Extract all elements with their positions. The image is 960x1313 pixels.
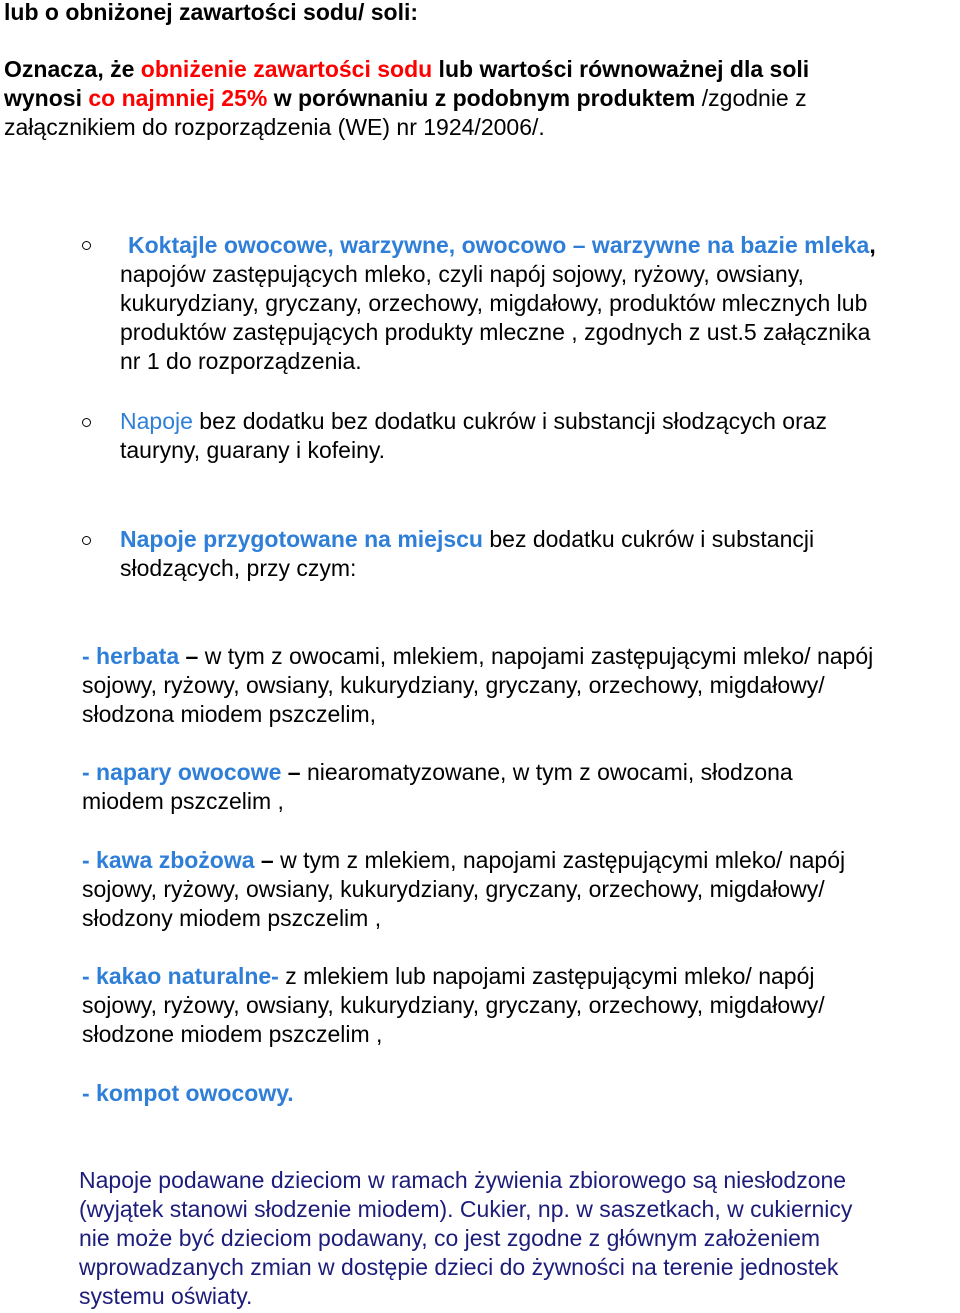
footer-paragraph: [79, 1166, 959, 1311]
dash-item-text: z mlekiem lub napojami zastępującymi mleko/ napój: [278, 963, 815, 989]
dash-item-herbata: [82, 642, 960, 729]
definition-text: wynosi: [4, 85, 89, 111]
footer-text: (wyjątek stanowi słodzenie miodem). Cukier, np. w saszetkach, w cukiernicy: [79, 1196, 853, 1222]
dash-item-text: miodem pszczelim ,: [82, 788, 284, 814]
footer-text: Napoje podawane dzieciom w ramach żywienia zbiorowego są niesłodzone: [79, 1167, 847, 1193]
definition-highlight: co najmniej 25%: [88, 85, 268, 111]
dash-item-title: - kompot owocowy.: [82, 1080, 294, 1106]
dash-item-text: słodzone miodem pszczelim ,: [82, 1021, 383, 1047]
bullet-title: Napoje przygotowane na miejscu: [120, 526, 483, 552]
bullet-title: Koktajle owocowe, warzywne, owocowo – warzywne na bazie mleka: [128, 232, 870, 258]
dash-item-title: - napary owocowe: [82, 759, 282, 785]
dash-item-kakao: [82, 962, 960, 1049]
bullet-item-napoje-na-miejscu: [120, 525, 958, 583]
bullet-text: tauryny, guarany i kofeiny.: [120, 437, 386, 463]
dash-item-text: w tym z owocami, mlekiem, napojami zastępującymi mleko/ napój: [198, 643, 874, 669]
bullet-icon: [82, 418, 91, 427]
dash-item-kompot: [82, 1079, 960, 1108]
dash-item-text: słodzona miodem pszczelim,: [82, 701, 377, 727]
bullet-icon: [82, 536, 91, 545]
footer-text: systemu oświaty.: [79, 1283, 253, 1309]
dash-item-napary: [82, 758, 960, 816]
dash-item-separator: –: [281, 759, 301, 785]
dash-item-separator: –: [179, 643, 199, 669]
bullet-icon: [82, 241, 91, 250]
definition-highlight: obniżenie zawartości sodu: [140, 56, 433, 82]
definition-paragraph: [4, 55, 954, 142]
definition-text: w porównaniu z podobnym produktem: [267, 85, 696, 111]
bullet-text: bez dodatku bez dodatku cukrów i substancji słodzących oraz: [192, 408, 828, 434]
dash-item-separator: –: [254, 847, 274, 873]
heading-text: lub o obniżonej zawartości sodu/ soli:: [4, 0, 419, 25]
bullet-text: produktów zastępujących produkty mleczne , zgodnych z ust.5 załącznika: [120, 319, 871, 345]
dash-item-text: sojowy, ryżowy, owsiany, kukurydziany, gryczany, orzechowy, migdałowy/: [82, 876, 825, 902]
bullet-text: napojów zastępujących mleko, czyli napój sojowy, ryżowy, owsiany,: [120, 261, 804, 287]
dash-item-title: - kawa zbożowa: [82, 847, 255, 873]
bullet-text: bez dodatku cukrów i substancji: [482, 526, 815, 552]
bullet-comma: ,: [869, 232, 876, 258]
bullet-item-koktajle: [120, 231, 958, 376]
bullet-title: Napoje: [120, 408, 193, 434]
bullet-text: nr 1 do rozporządzenia.: [120, 348, 362, 374]
dash-item-title: - herbata: [82, 643, 180, 669]
dash-item-text: niearomatyzowane, w tym z owocami, słodzona: [300, 759, 793, 785]
definition-text: lub wartości równoważnej dla soli: [432, 56, 810, 82]
bullet-item-napoje: [120, 407, 958, 465]
definition-text: /zgodnie z: [695, 85, 807, 111]
definition-text: załącznikiem do rozporządzenia (WE) nr 1924/2006/.: [4, 114, 545, 140]
dash-item-kawa: [82, 846, 960, 933]
footer-text: nie może być dzieciom podawany, co jest zgodne z głównym założeniem: [79, 1225, 821, 1251]
bullet-text: słodzących, przy czym:: [120, 555, 357, 581]
dash-item-text: w tym z mlekiem, napojami zastępującymi mleko/ napój: [273, 847, 846, 873]
dash-item-title: - kakao naturalne-: [82, 963, 279, 989]
dash-item-text: słodzony miodem pszczelim ,: [82, 905, 382, 931]
dash-item-text: sojowy, ryżowy, owsiany, kukurydziany, gryczany, orzechowy, migdałowy/: [82, 672, 825, 698]
definition-text: Oznacza, że: [4, 56, 141, 82]
dash-item-text: sojowy, ryżowy, owsiany, kukurydziany, gryczany, orzechowy, migdałowy/: [82, 992, 825, 1018]
heading: [4, 0, 418, 27]
bullet-text: kukurydziany, gryczany, orzechowy, migdałowy, produktów mlecznych lub: [120, 290, 868, 316]
footer-text: wprowadzanych zmian w dostępie dzieci do żywności na terenie jednostek: [79, 1254, 839, 1280]
